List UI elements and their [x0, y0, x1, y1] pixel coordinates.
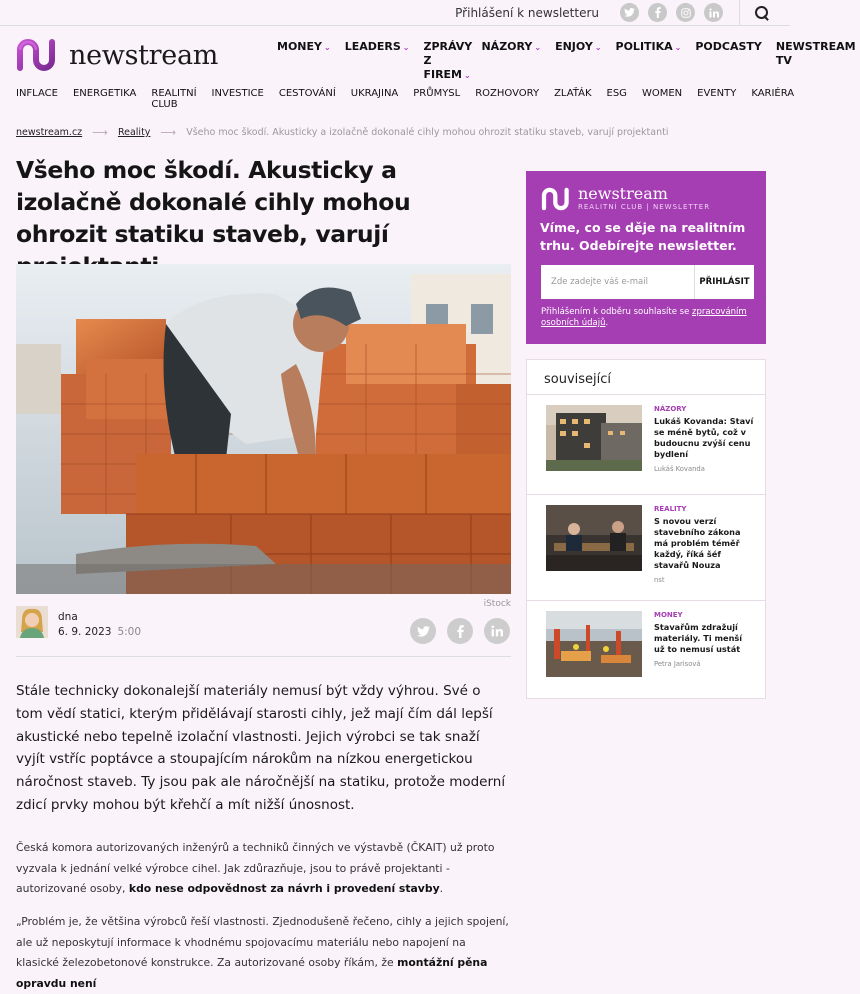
nav-item-enjoy[interactable]: ENJOY ⌄ — [555, 40, 602, 53]
article-paragraph: Česká komora autorizovaných inženýrů a techniků činných ve výstavbě (ČKAIT) už proto vyzvala k jednání velké výrobce cihel. Jak zdůrazňuje, jsou to právě projektanti - autorizované osoby, kdo nese odpovědnost za návrh i provedení stavby. — [16, 841, 495, 895]
site-logo[interactable] — [16, 38, 218, 72]
related-articles — [526, 359, 766, 699]
article-hero-image — [16, 264, 511, 594]
newsletter-logo — [541, 186, 710, 211]
author-block — [16, 606, 141, 638]
nav-item-money[interactable]: MONEY ⌄ — [277, 40, 331, 53]
newsletter-logo-name: newstream — [578, 184, 668, 203]
subnav-item-rozhovory[interactable]: ROZHOVORY — [475, 88, 540, 99]
related-author: Petra Jarisová — [654, 660, 701, 668]
site-header — [0, 26, 856, 86]
breadcrumb-current: Všeho moc škodí. Akusticky a izolačně dokonalé cihly mohou ohrozit statiku staveb, varují projektanti — [186, 127, 669, 138]
related-category[interactable]: REALITY — [654, 505, 687, 513]
subnav-item-realitni-club[interactable]: REALITNÍ CLUB — [151, 88, 197, 110]
subnav-item-cestovani[interactable]: CESTOVÁNÍ — [278, 88, 336, 99]
related-item[interactable] — [527, 600, 765, 700]
newsletter-email-input[interactable] — [541, 265, 694, 299]
related-category[interactable]: MONEY — [654, 611, 683, 619]
subnav-item-ukrajina[interactable]: UKRAJINA — [350, 88, 399, 99]
related-author: nst — [654, 576, 665, 584]
related-item[interactable] — [527, 494, 765, 594]
related-thumbnail[interactable] — [546, 505, 642, 571]
bold-text: kdo nese odpovědnost za návrh i provedení stavby — [128, 882, 440, 895]
related-title: související — [544, 372, 612, 387]
photo-credit: iStock — [483, 599, 511, 609]
nav-item-zpravy-z-firem[interactable]: ZPRÁVY Z FIREM ⌄ — [423, 40, 473, 81]
twitter-icon[interactable] — [410, 618, 436, 644]
author-name[interactable]: dna — [58, 610, 78, 623]
article-divider — [16, 656, 511, 657]
related-headline[interactable]: S novou verzí stavebního zákona má problém téměř každý, říká šéf stavařů Nouza — [654, 516, 741, 570]
newsletter-logo-subtitle: REALITNÍ CLUB | NEWSLETTER — [578, 203, 711, 211]
bold-text: montážní pěna opravdu není — [16, 956, 488, 990]
main-navigation — [277, 40, 860, 83]
newsletter-consent: Přihlášením k odběru souhlasíte se zpracováním osobních údajů. — [541, 307, 747, 328]
chevron-down-icon: ⌄ — [323, 43, 331, 52]
related-headline[interactable]: Stavařům zdražují materiály. Ti menší už to nemusí ustát — [654, 622, 743, 654]
top-utility-bar — [0, 0, 790, 26]
newsletter-login-link[interactable]: Přihlášení k newsletteru — [455, 5, 599, 20]
author-avatar[interactable] — [16, 606, 48, 638]
article-lead: Stále technicky dokonalejší materiály nemusí být vždy výhrou. Své o tom vědí statici, kterým přidělávají starosti cihly, jež mají čím dál lepší akustické nebo tepelně izolační vlastnosti. Jejich výrobci se tak snaží vyjít vstříc poptávce a stoupajícím nárokům na nízkou energetickou náročnost staveb. Ty jsou pak ale náročnější na statiku, protože moderní zdicí prvky mohou být křehčí a mít nižší únosnost. — [16, 683, 506, 813]
arrow-right-icon: ⟶ — [160, 126, 177, 139]
instagram-icon[interactable] — [676, 3, 695, 22]
chevron-down-icon: ⌄ — [534, 43, 542, 52]
breadcrumb-home-link[interactable]: newstream.cz — [16, 127, 83, 138]
arrow-right-icon: ⟶ — [92, 126, 108, 139]
subnav-item-zlatak[interactable]: ZLAŤÁK — [554, 88, 592, 99]
subnav-item-women[interactable]: WOMEN — [641, 88, 683, 99]
newsletter-submit-button[interactable]: PŘIHLÁSIT — [694, 265, 754, 299]
publish-date: 6. 9. 2023 5:00 — [58, 625, 142, 638]
subnav-item-kariera[interactable]: KARIÉRA — [751, 88, 795, 99]
nav-item-nazory[interactable]: NÁZORY ⌄ — [481, 40, 542, 53]
chevron-down-icon: ⌄ — [402, 43, 410, 52]
newstream-logo-icon — [541, 187, 571, 211]
newstream-logo-icon — [16, 38, 58, 72]
related-thumbnail[interactable] — [546, 611, 642, 677]
article-paragraph: „Problém je, že většina výrobců řeší vlastnosti. Zjednodušeně řečeno, cihly a jejich spojení, ale už neposkytují informace k vhodnému spojovacímu materiálu nebo napojení na klasické železobetonové konstrukce. Za autorizované osoby říkám, že montážní pěna opravdu není — [16, 915, 509, 990]
nav-item-newstream-tv[interactable]: NEWSTREAM TV — [775, 40, 856, 67]
facebook-icon[interactable] — [447, 618, 473, 644]
newsletter-signup-box — [526, 171, 766, 344]
breadcrumb-section-link[interactable]: Reality — [117, 127, 151, 138]
related-author: Lukáš Kovanda — [654, 465, 705, 473]
subnav-item-prumysl[interactable]: PRŮMYSL — [413, 88, 461, 99]
subnav-item-investice[interactable]: INVESTICE — [211, 88, 264, 99]
logo-wordmark: newstream — [69, 39, 219, 71]
chevron-down-icon: ⌄ — [594, 43, 602, 52]
subnav-item-inflace[interactable]: INFLACE — [16, 88, 58, 99]
related-headline[interactable]: Lukáš Kovanda: Staví se méně bytů, což v budoucnu zvýší cenu bydlení — [654, 416, 754, 459]
nav-item-podcasty[interactable]: PODCASTY — [695, 40, 762, 53]
subnav-item-eventy[interactable]: EVENTY — [697, 88, 737, 99]
subnav-item-esg[interactable]: ESG — [606, 88, 627, 99]
related-category[interactable]: NÁZORY — [654, 405, 687, 413]
nav-item-leaders[interactable]: LEADERS ⌄ — [344, 40, 410, 53]
newsletter-headline: Víme, co se děje na realitním trhu. Odebírejte newsletter. — [540, 220, 746, 253]
subnav-item-energetika[interactable]: ENERGETIKA — [72, 88, 137, 99]
linkedin-icon[interactable] — [484, 618, 510, 644]
sub-navigation — [16, 88, 809, 110]
related-item[interactable] — [527, 394, 765, 494]
share-buttons — [410, 618, 510, 644]
privacy-link[interactable]: zpracováním osobních údajů — [541, 307, 747, 328]
search-icon[interactable] — [754, 5, 770, 21]
chevron-down-icon: ⌄ — [674, 43, 682, 52]
newsletter-form — [541, 265, 754, 299]
nav-item-politika[interactable]: POLITIKA ⌄ — [615, 40, 682, 53]
topbar-divider — [739, 0, 740, 26]
facebook-icon[interactable] — [648, 3, 667, 22]
related-thumbnail[interactable] — [546, 405, 642, 471]
linkedin-icon[interactable] — [704, 3, 723, 22]
twitter-icon[interactable] — [620, 3, 639, 22]
bricklayer-photo — [16, 264, 511, 594]
publish-time: 5:00 — [117, 625, 142, 638]
chevron-down-icon: ⌄ — [464, 71, 471, 80]
article-title: Všeho moc škodí. Akusticky a izolačně dokonalé cihly mohou ohrozit statiku staveb, varují — [16, 156, 411, 248]
breadcrumb — [16, 126, 668, 139]
